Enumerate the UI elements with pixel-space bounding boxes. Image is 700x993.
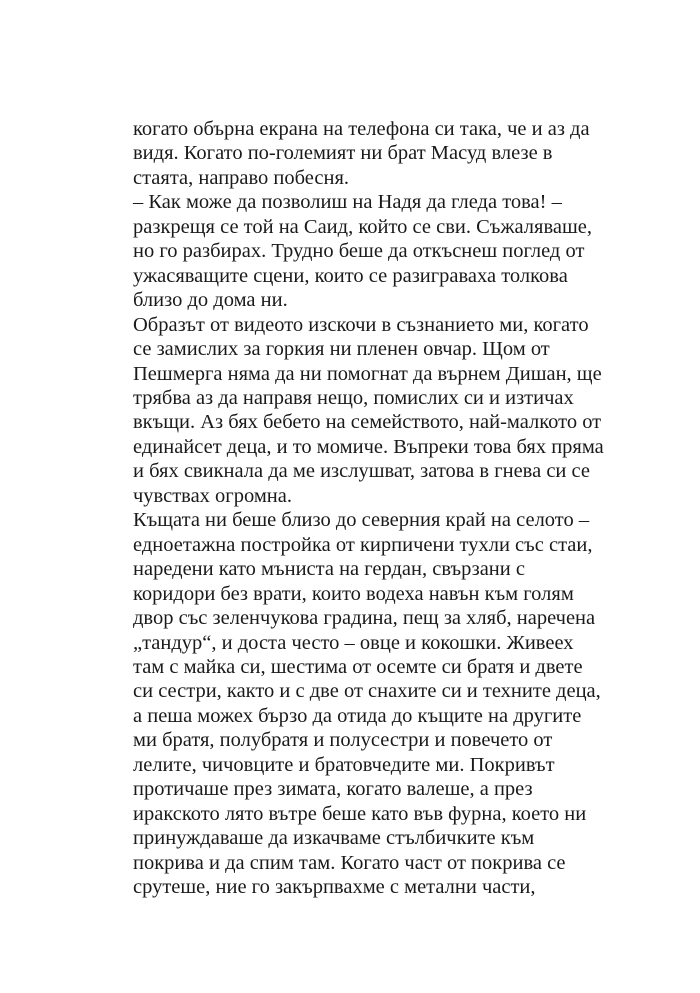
text-line: когато обърна екрана на телефона си така, че и аз да: [133, 118, 590, 140]
text-line: иракското лято вътре беше като във фурна, което ни: [133, 802, 587, 825]
text-line: принуждаваше да изкачваме стълбичките към: [133, 827, 535, 850]
text-line: там с майка си, шестима от осемте си братя и двете: [133, 655, 583, 678]
text-line: покрива и да спим там. Когато част от покрива се: [133, 851, 566, 874]
text-line: наредени като мъниста на гердан, свързани с: [133, 558, 525, 581]
text-line: коридори без врати, които водеха навън към голям: [133, 582, 574, 605]
text-line: близо до дома ни.: [133, 289, 288, 312]
text-line: единайсет деца, и то момиче. Въпреки това бях пряма: [133, 435, 604, 458]
text-line: Къщата ни беше близо до северния край на селото –: [133, 509, 590, 532]
text-line: разкрещя се той на Саид, който се сви. Съжаляваше,: [133, 215, 592, 238]
body-text: [133, 117, 604, 900]
text-line: Пешмерга няма да ни помогнат да върнем Дишан, ще: [133, 362, 602, 385]
text-line: протичаше през зимата, когато валеше, а през: [133, 778, 533, 801]
text-line: чувствах огромна.: [133, 484, 292, 507]
text-line: ми братя, полубратя и полусестри и повечето от: [133, 729, 553, 752]
text-line: и бях свикнала да ме изслушват, затова в гнева си се: [133, 460, 590, 483]
text-line: Образът от видеото изскочи в съзнанието ми, когато: [133, 313, 589, 336]
text-line: ужасяващите сцени, които се разиграваха толкова: [133, 264, 568, 287]
text-line: стаята, направо побесня.: [133, 166, 350, 189]
text-line: но го разбирах. Трудно беше да откъснеш поглед от: [133, 240, 585, 263]
text-line: двор със зеленчукова градина, пещ за хляб, наречена: [133, 607, 596, 630]
text-line: срутеше, ние го закърпвахме с метални части,: [133, 876, 536, 899]
text-line: лелите, чичовците и братовчедите ми. Покривът: [133, 753, 555, 776]
text-line: а пеша можех бързо да отида до къщите на другите: [133, 704, 582, 727]
text-line: се замислих за горкия ни пленен овчар. Щом от: [133, 338, 550, 361]
text-line: – Как може да позволиш на Надя да гледа това! –: [133, 191, 562, 214]
text-line: трябва аз да направя нещо, помислих си и изтичах: [133, 386, 574, 409]
text-line: видя. Когато по-големият ни брат Масуд влезе в: [133, 142, 553, 165]
text-line: вкъщи. Аз бях бебето на семейството, най-малкото от: [133, 411, 602, 434]
text-line: си сестри, както и с две от снахите си и техните деца,: [133, 680, 601, 703]
text-line: „тандур“, и доста често – овце и кокошки. Живеех: [133, 631, 574, 654]
text-line: едноетажна постройка от кирпичени тухли със стаи,: [133, 533, 593, 556]
